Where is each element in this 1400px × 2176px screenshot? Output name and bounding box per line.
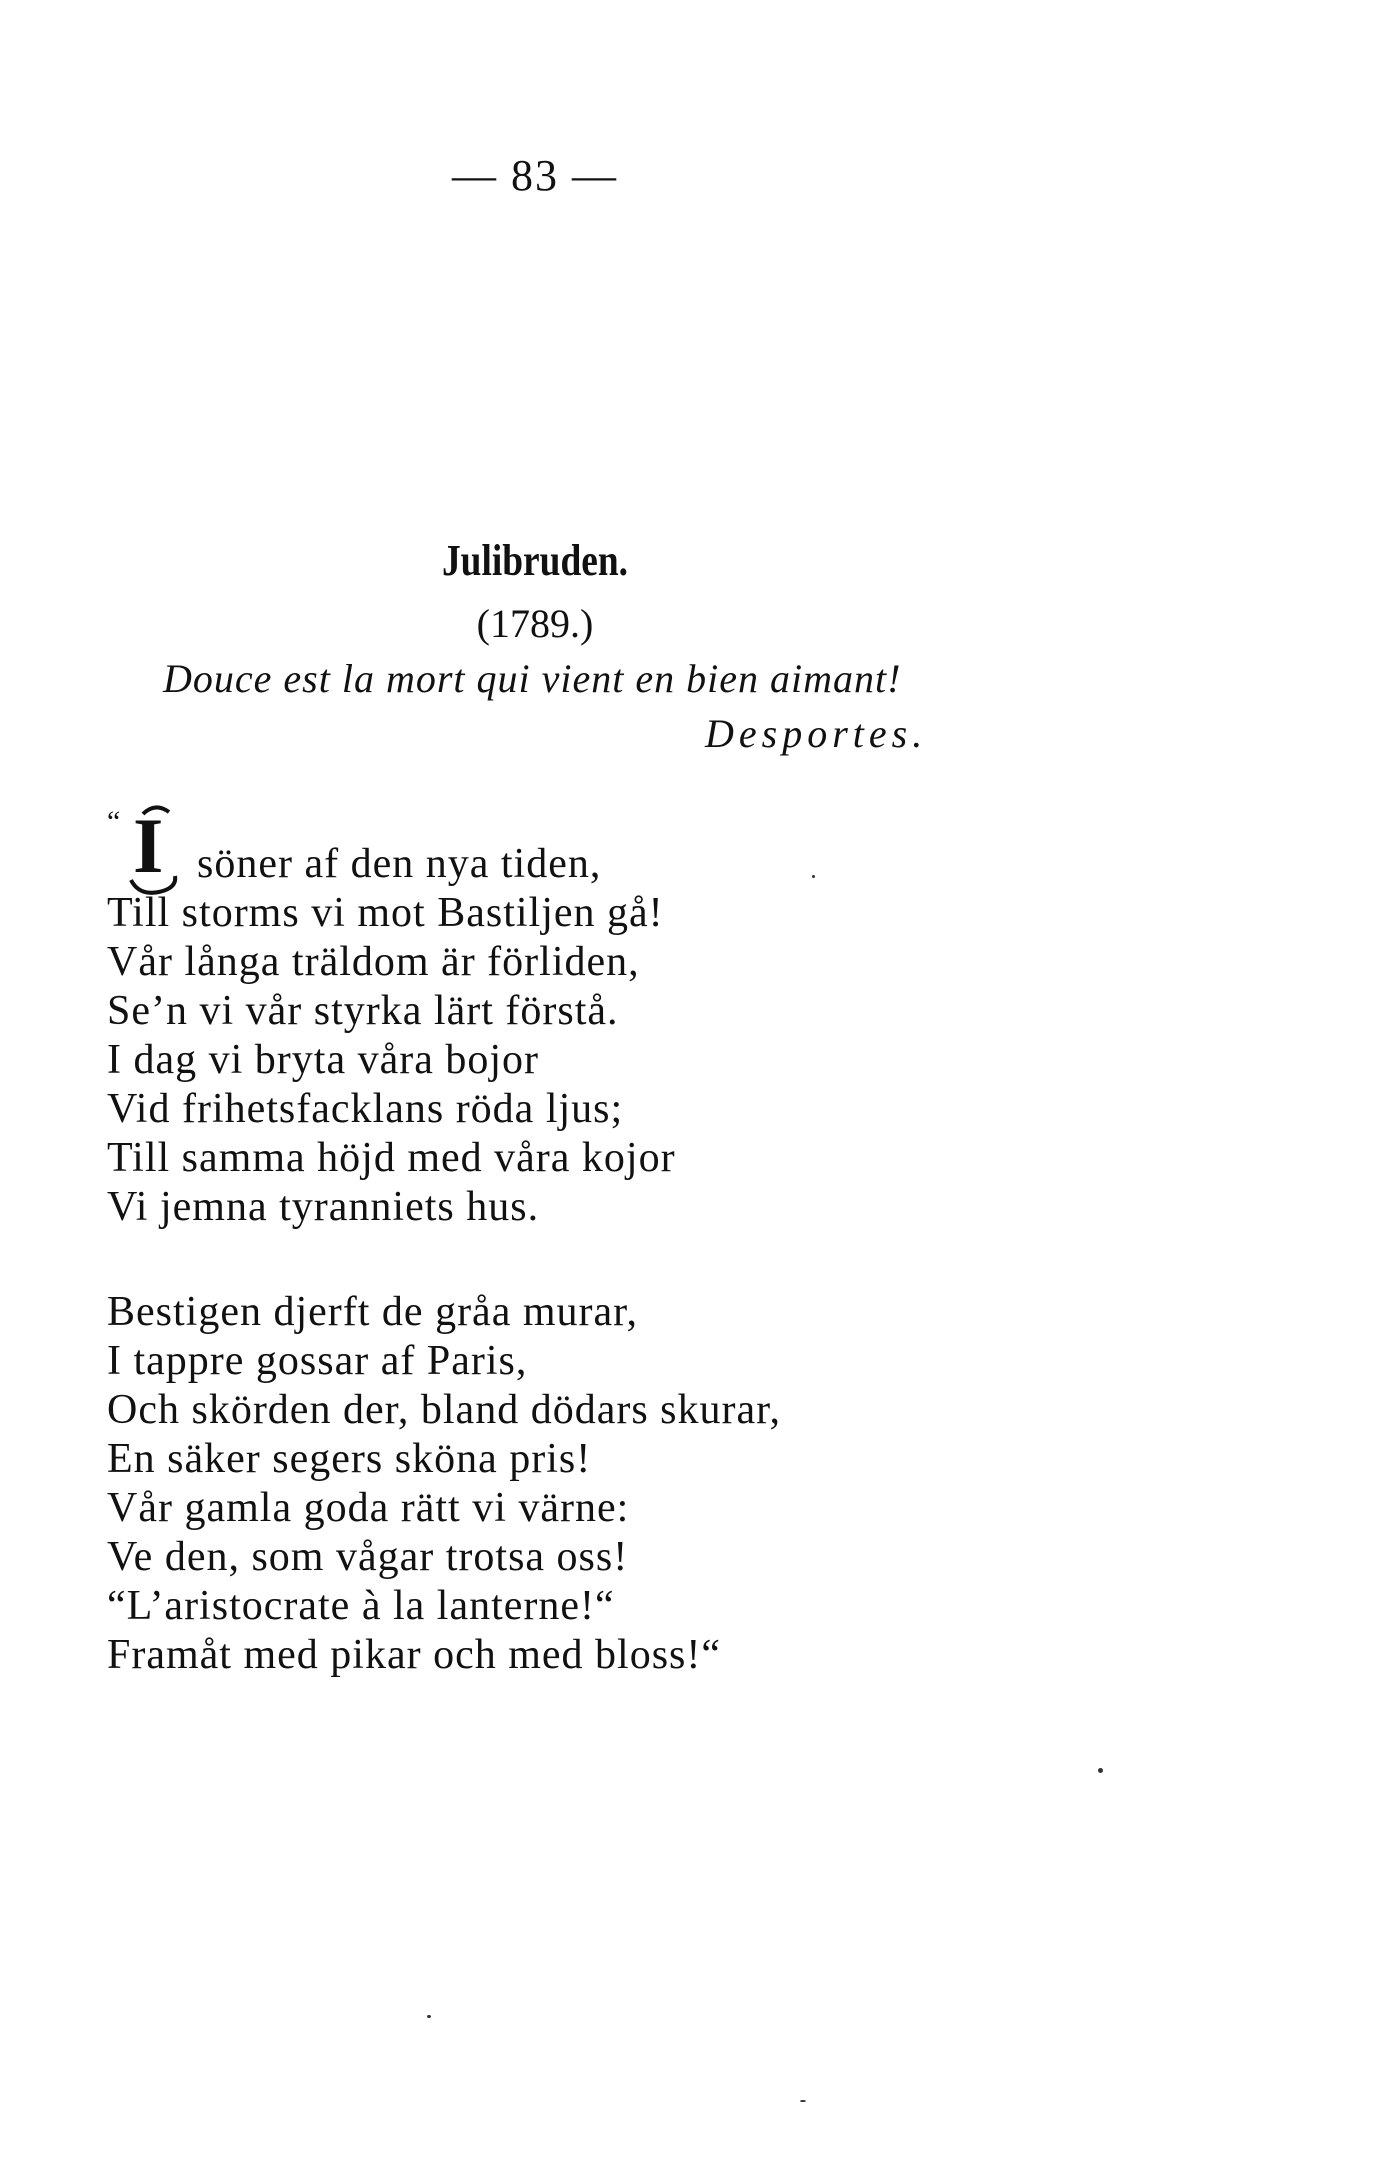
verse-line: I tappre gossar af Paris, (107, 1338, 528, 1384)
poem-title: Julibruden. (441, 536, 629, 585)
print-speck (800, 2100, 806, 2102)
verse-line: “L’aristocrate à la lanterne!“ (107, 1583, 615, 1629)
verse-line: Bestigen djerft de gråa murar, (107, 1289, 638, 1335)
opening-quote-mark: “ (107, 805, 121, 838)
verse-line: Vår långa träldom är förliden, (107, 939, 640, 985)
verse-line: Till storms vi mot Bastiljen gå! (107, 890, 664, 936)
verse-line: Och skörden der, bland dödars skurar, (107, 1387, 781, 1433)
page-number: — 83 — (452, 151, 618, 200)
epigraph: Douce est la mort qui vient en bien aimant! (163, 656, 902, 701)
verse-line: Vi jemna tyranniets hus. (107, 1184, 540, 1230)
epigraph-attribution: Desportes. (705, 711, 928, 756)
print-speck (427, 2015, 431, 2018)
print-speck (812, 875, 815, 878)
verse-line: En säker segers sköna pris! (107, 1436, 592, 1482)
stanza-1 (107, 840, 676, 1232)
verse-line: Vår gamla goda rätt vi värne: (107, 1485, 630, 1531)
verse-line: I dag vi bryta våra bojor (107, 1037, 540, 1083)
print-speck (1098, 1768, 1103, 1773)
poem-year: (1789.) (476, 601, 594, 646)
stanza-2 (107, 1288, 781, 1680)
verse-line: Vid frihetsfacklans röda ljus; (107, 1086, 624, 1132)
initial-letter-glyph: I (133, 802, 164, 889)
verse-line: Till samma höjd med våra kojor (107, 1135, 676, 1181)
verse-line: Framåt med pikar och med bloss!“ (107, 1632, 722, 1678)
verse-line: söner af den nya tiden, (197, 841, 602, 887)
verse-line: Ve den, som vågar trotsa oss! (107, 1534, 629, 1580)
verse-line: Se’n vi vår styrka lärt förstå. (107, 988, 619, 1034)
